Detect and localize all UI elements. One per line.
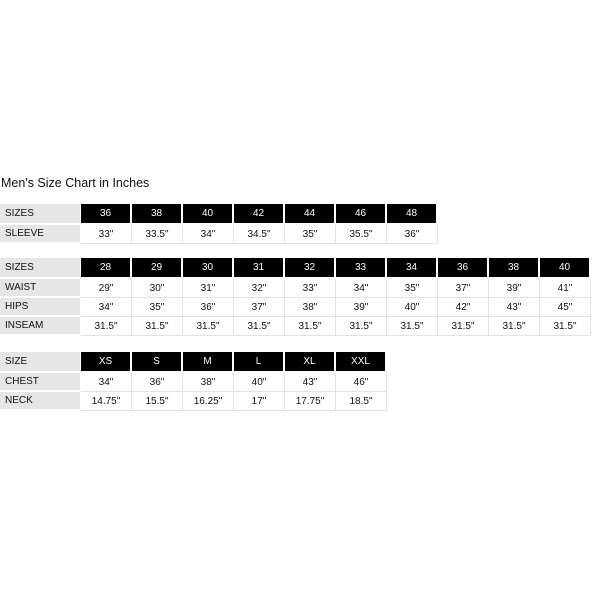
size-header-cell: 31 bbox=[234, 258, 285, 279]
size-header-cell: 48 bbox=[387, 204, 438, 225]
measurement-cell: 31.5" bbox=[183, 317, 234, 336]
measurement-cell: 31.5" bbox=[132, 317, 183, 336]
size-header-cell: S bbox=[132, 352, 183, 373]
measurement-cell: 40" bbox=[387, 298, 438, 317]
measurement-cell: 36" bbox=[183, 298, 234, 317]
measurement-cell: 37" bbox=[438, 279, 489, 298]
table-row bbox=[0, 279, 591, 298]
measurement-cell: 29" bbox=[81, 279, 132, 298]
measurement-cell: 33.5" bbox=[132, 225, 183, 244]
measurement-cell: 35" bbox=[132, 298, 183, 317]
row-label: SIZE bbox=[0, 352, 81, 373]
measurement-cell: 31.5" bbox=[387, 317, 438, 336]
measurement-cell: 34" bbox=[183, 225, 234, 244]
measurement-cell: 31.5" bbox=[336, 317, 387, 336]
table-row bbox=[0, 317, 591, 336]
measurement-cell: 32" bbox=[234, 279, 285, 298]
size-header-cell: 34 bbox=[387, 258, 438, 279]
measurement-cell: 18.5" bbox=[336, 392, 387, 411]
measurement-cell: 36" bbox=[387, 225, 438, 244]
measurement-cell: 31.5" bbox=[489, 317, 540, 336]
measurement-cell: 15.5" bbox=[132, 392, 183, 411]
measurement-cell: 34" bbox=[336, 279, 387, 298]
measurement-cell: 40" bbox=[234, 373, 285, 392]
measurement-cell: 39" bbox=[489, 279, 540, 298]
measurement-cell: 34" bbox=[81, 298, 132, 317]
size-header-cell: XXL bbox=[336, 352, 387, 373]
size-header-cell: 36 bbox=[438, 258, 489, 279]
measurement-cell: 37" bbox=[234, 298, 285, 317]
measurement-cell: 38" bbox=[183, 373, 234, 392]
measurement-cell: 34" bbox=[81, 373, 132, 392]
row-label: SLEEVE bbox=[0, 225, 81, 244]
size-header-cell: L bbox=[234, 352, 285, 373]
row-label: NECK bbox=[0, 392, 81, 411]
measurement-cell: 17" bbox=[234, 392, 285, 411]
measurement-cell: 31" bbox=[183, 279, 234, 298]
measurement-cell: 33" bbox=[81, 225, 132, 244]
size-header-cell: 30 bbox=[183, 258, 234, 279]
size-header-cell: 42 bbox=[234, 204, 285, 225]
measurement-cell: 39" bbox=[336, 298, 387, 317]
measurement-cell: 17.75" bbox=[285, 392, 336, 411]
measurement-cell: 31.5" bbox=[234, 317, 285, 336]
measurement-cell: 45" bbox=[540, 298, 591, 317]
size-header-cell: 32 bbox=[285, 258, 336, 279]
row-label: WAIST bbox=[0, 279, 81, 298]
measurement-cell: 35.5" bbox=[336, 225, 387, 244]
size-header-cell: 38 bbox=[132, 204, 183, 225]
measurement-cell: 33" bbox=[285, 279, 336, 298]
measurement-cell: 41" bbox=[540, 279, 591, 298]
measurement-cell: 31.5" bbox=[540, 317, 591, 336]
size-header-cell: 33 bbox=[336, 258, 387, 279]
measurement-cell: 43" bbox=[489, 298, 540, 317]
measurement-cell: 16.25" bbox=[183, 392, 234, 411]
row-label: SIZES bbox=[0, 204, 81, 225]
header-row bbox=[0, 204, 438, 225]
table-row bbox=[0, 373, 387, 392]
measurement-cell: 46" bbox=[336, 373, 387, 392]
size-header-cell: 29 bbox=[132, 258, 183, 279]
size-header-cell: 38 bbox=[489, 258, 540, 279]
measurement-cell: 35" bbox=[285, 225, 336, 244]
row-label: CHEST bbox=[0, 373, 81, 392]
measurement-cell: 38" bbox=[285, 298, 336, 317]
size-header-cell: XS bbox=[81, 352, 132, 373]
size-header-cell: 36 bbox=[81, 204, 132, 225]
measurement-cell: 31.5" bbox=[438, 317, 489, 336]
measurement-cell: 35" bbox=[387, 279, 438, 298]
row-label: INSEAM bbox=[0, 317, 81, 336]
measurement-cell: 43" bbox=[285, 373, 336, 392]
measurement-cell: 42" bbox=[438, 298, 489, 317]
size-header-cell: 28 bbox=[81, 258, 132, 279]
pants-size-table bbox=[0, 258, 591, 336]
measurement-cell: 31.5" bbox=[81, 317, 132, 336]
header-row bbox=[0, 258, 591, 279]
table-row bbox=[0, 298, 591, 317]
table-row bbox=[0, 392, 387, 411]
table-row bbox=[0, 225, 438, 244]
measurement-cell: 34.5" bbox=[234, 225, 285, 244]
size-header-cell: 40 bbox=[183, 204, 234, 225]
header-row bbox=[0, 352, 387, 373]
measurement-cell: 30" bbox=[132, 279, 183, 298]
size-header-cell: 40 bbox=[540, 258, 591, 279]
sleeve-size-table bbox=[0, 204, 438, 244]
size-header-cell: 46 bbox=[336, 204, 387, 225]
size-header-cell: XL bbox=[285, 352, 336, 373]
row-label: SIZES bbox=[0, 258, 81, 279]
shirt-size-table bbox=[0, 352, 387, 411]
measurement-cell: 14.75" bbox=[81, 392, 132, 411]
measurement-cell: 36" bbox=[132, 373, 183, 392]
measurement-cell: 31.5" bbox=[285, 317, 336, 336]
size-header-cell: M bbox=[183, 352, 234, 373]
page-title: Men's Size Chart in Inches bbox=[1, 176, 150, 190]
size-header-cell: 44 bbox=[285, 204, 336, 225]
row-label: HIPS bbox=[0, 298, 81, 317]
